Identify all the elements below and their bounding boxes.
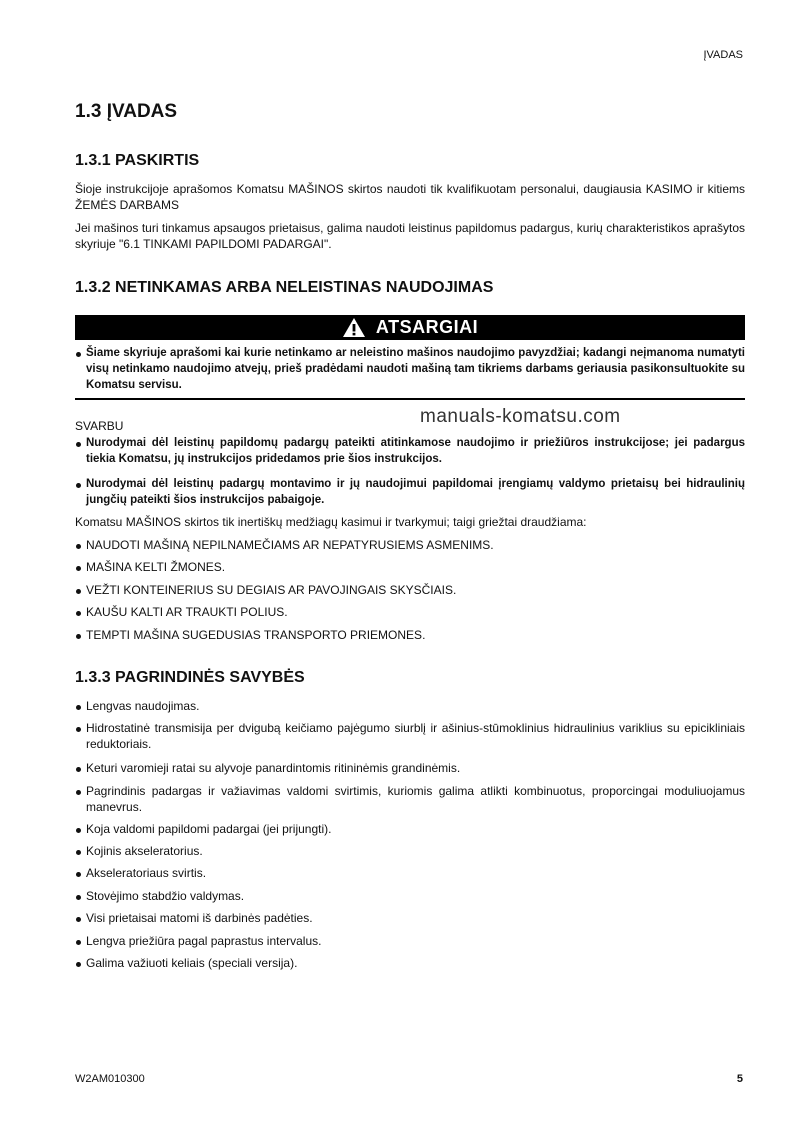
divider bbox=[75, 398, 745, 400]
paragraph: Komatsu MAŠINOS skirtos tik inertiškų medžiagų kasimui ir tvarkymui; taigi griežtai draudžiama: bbox=[75, 515, 587, 529]
list-item: Koja valdomi papildomi padargai (jei prijungti). bbox=[75, 821, 745, 837]
warning-banner bbox=[75, 315, 745, 340]
important-item: Nurodymai dėl leistinų papildomų padargų pateikti atitinkamose naudojimo ir priežiūros instrukcijose; jei padargus tiekia Komatsu, jų instrukcijos pridedamos prie šios instrukcijos. bbox=[75, 435, 745, 467]
list-item: Pagrindinis padargas ir važiavimas valdomi svirtimis, kuriomis galima atlikti kombinuotus, proporcingai moduliuojamus manevrus. bbox=[75, 783, 745, 815]
watermark: manuals-komatsu.com bbox=[420, 406, 621, 427]
page-number: 5 bbox=[736, 1073, 743, 1085]
list-item: Visi prietaisai matomi iš darbinės padėties. bbox=[75, 910, 745, 926]
section-heading-paskirtis: 1.3.1 PASKIRTIS bbox=[75, 152, 200, 169]
section-heading-misuse: 1.3.2 NETINKAMAS ARBA NELEISTINAS NAUDOJIMAS bbox=[75, 279, 494, 296]
list-item: MAŠINA KELTI ŽMONES. bbox=[75, 559, 745, 575]
running-header: ĮVADAS bbox=[703, 49, 743, 61]
list-item: Akseleratoriaus svirtis. bbox=[75, 865, 745, 881]
list-item: Lengva priežiūra pagal paprastus intervalus. bbox=[75, 933, 745, 949]
important-item: Nurodymai dėl leistinų padargų montavimo ir jų naudojimui papildomai įrengiamų valdymo prietaisų bei hidraulinių jungčių pateikti šios instrukcijos pabaigoje. bbox=[75, 476, 745, 508]
list-item: NAUDOTI MAŠINĄ NEPILNAMEČIAMS AR NEPATYRUSIEMS ASMENIMS. bbox=[75, 537, 745, 553]
important-label: SVARBU bbox=[75, 419, 124, 433]
list-item: TEMPTI MAŠINA SUGEDUSIAS TRANSPORTO PRIEMONES. bbox=[75, 627, 745, 643]
list-item: Stovėjimo stabdžio valdymas. bbox=[75, 888, 745, 904]
warning-triangle-icon bbox=[342, 317, 366, 338]
list-item: VEŽTI KONTEINERIUS SU DEGIAIS AR PAVOJINGAIS SKYSČIAIS. bbox=[75, 582, 745, 598]
list-item: Hidrostatinė transmisija per dvigubą keičiamo pajėgumo siurblį ir ašinius-stūmoklinius hidraulinius variklius su epicikliniais reduktoriais. bbox=[75, 720, 745, 752]
list-item: Keturi varomieji ratai su alyvoje panardintomis ritininėmis grandinėmis. bbox=[75, 760, 745, 776]
list-item: KAUŠU KALTI AR TRAUKTI POLIUS. bbox=[75, 604, 745, 620]
page-title: 1.3 ĮVADAS bbox=[75, 101, 178, 122]
section-heading-features: 1.3.3 PAGRINDINĖS SAVYBĖS bbox=[75, 669, 305, 686]
list-item: Kojinis akseleratorius. bbox=[75, 843, 745, 859]
list-item: Galima važiuoti keliais (speciali versija). bbox=[75, 955, 745, 971]
paragraph: Jei mašinos turi tinkamus apsaugos prietaisus, galima naudoti leistinus papildomus padargus, kurių charakteristikos aprašytos skyriuje "6.1 TINKAMI PAPILDOMI PADARGAI". bbox=[75, 221, 745, 251]
document-code: W2AM010300 bbox=[75, 1073, 145, 1085]
warning-label: ATSARGIAI bbox=[375, 317, 479, 337]
paragraph: Šioje instrukcijoje aprašomos Komatsu MAŠINOS skirtos naudoti tik kvalifikuotam personalui, daugiausia KASIMO ir kitiems ŽEMĖS DARBAMS bbox=[75, 182, 745, 212]
warning-text: Šiame skyriuje aprašomi kai kurie netinkamo ar neleistino mašinos naudojimo pavyzdžiai; kadangi neįmanoma numatyti visų netinkamo naudojimo atvejų, prieš pradėdami naudoti mašiną tam tikriems darbams geriausia pasikonsultuokite su Komatsu servisu. bbox=[75, 345, 745, 393]
list-item: Lengvas naudojimas. bbox=[75, 698, 745, 714]
